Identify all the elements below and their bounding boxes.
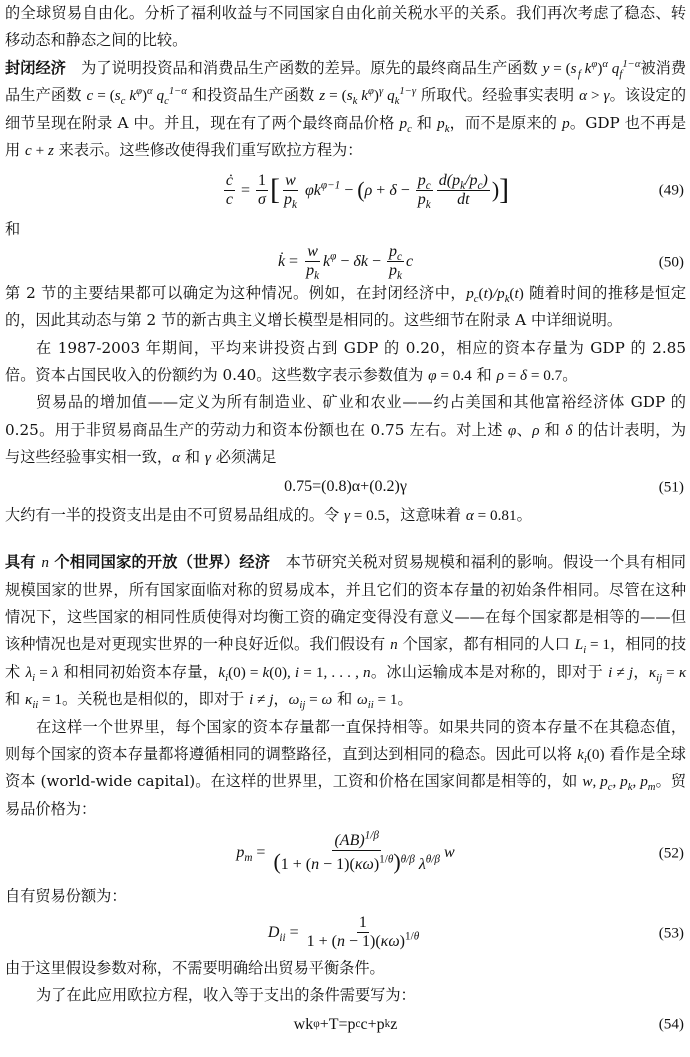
text-run: ，这意味着 xyxy=(385,505,466,524)
math-alpha-value: α = 0.81 xyxy=(465,506,517,524)
text-run: 必须满足 xyxy=(210,448,277,467)
equation-49 xyxy=(5,164,686,216)
text-run: 。 xyxy=(516,505,532,524)
text-run: ，相同的技术 xyxy=(5,635,687,681)
math-n: n xyxy=(390,636,398,654)
math-p: p xyxy=(562,114,570,132)
open-economy-heading: 具有 n 个相同国家的开放（世界）经济 xyxy=(5,553,271,572)
section-gap xyxy=(5,529,686,549)
equation-49-body: $\frac{ċ}{c}$ = $\frac{1}{\sigma}$ [ $\frac{w}{p_k}$ $\varphi k^{\varphi-1}$ − ( ρ + δ − $\frac{p_c}{p_k}$ $\frac{d(p_k/p_c)}{dt}$ ) ] xyxy=(225,171,510,212)
text-run: 和 xyxy=(471,366,497,385)
math-y-production: y = (s $_f$ $k^\varphi)^\alpha$ $q_f^{1-\alpha}$ xyxy=(542,58,641,80)
math-rho: ρ xyxy=(532,421,540,439)
closed-economy-heading: 封闭经济 xyxy=(5,58,66,77)
math-omega-ii: $\omega_{ii} = 1$ xyxy=(357,691,398,712)
text-run: 贸易品的增加值——定义为所有制造业、矿业和农业——约占美国和其他富裕经济体 GDP 的 0.25。用于非贸易商品生产的劳动力和资本份额也在 0.75 左右。对上述 xyxy=(5,393,686,439)
calibration-paragraph xyxy=(5,335,686,390)
and-word: 和 xyxy=(5,220,21,239)
world-capital-paragraph xyxy=(5,714,686,824)
text-run: 的估计表明，为与这些经验事实相一致， xyxy=(5,420,687,467)
equation-54-body: wk φ + T = p c c + p k z xyxy=(293,1015,398,1033)
own-trade-share-line: 自有贸易份额为： xyxy=(5,887,127,906)
closed-economy-paragraph xyxy=(5,55,686,165)
math-pk: $p_k$ xyxy=(437,114,450,135)
math-kappa-ij: $\kappa_{ij} = \kappa$ xyxy=(648,663,687,684)
equation-number-52: (52) xyxy=(658,844,684,862)
math-prices: w, $p_c$, $p_k$, $p_m$ xyxy=(582,773,656,794)
text-run: 和 xyxy=(539,420,566,439)
euler-line: 为了在此应用欧拉方程，收入等于支出的条件需要写为： xyxy=(36,985,416,1004)
text-run: 和相同初始资本存量， xyxy=(58,662,219,681)
text-run: 随着时间的推移是恒定的，因此其动态与第 2 节的新古典主义增长模型是相同的。这些细节在附录 A 中详细说明。 xyxy=(5,283,687,330)
equation-51 xyxy=(5,472,686,502)
text-run: 来表示。这些修改使得我们重写欧拉方程为： xyxy=(53,141,363,160)
math-price-ratio: $p_c(t)/p_k(t)$ xyxy=(466,284,524,305)
text-run: 被消费品生产函数 xyxy=(5,58,687,105)
equation-54 xyxy=(5,1009,686,1039)
text-run: 。关税也是相似的，即对于 xyxy=(61,690,250,709)
equation-52 xyxy=(5,823,686,883)
equation-50-body: k̇ = $\frac{w}{p_k}$ $k^\varphi$ − δk − $\frac{p_c}{p_k}$ c xyxy=(277,242,414,283)
equation-number-49: (49) xyxy=(658,181,684,199)
text-run: 为了说明投资品和消费品生产函数的差异。原先的最终商品生产函数 xyxy=(65,58,543,77)
equation-51-body: 0 . 7 5 = ( 0 . 8 ) α + ( 0 . 2 ) γ xyxy=(284,477,407,495)
investment-paragraph xyxy=(5,502,686,529)
text-run: 。 xyxy=(562,366,578,385)
text-run: 个国家，都有相同的人口 xyxy=(397,635,575,654)
intro-paragraph: 的全球贸易自由化。分析了福利收益与不同国家自由化前关税水平的关系。我们再次考虑了稳态、转移动态和静态之间的比较。 xyxy=(5,4,686,50)
math-i-ne-j: i ≠ j xyxy=(608,663,634,681)
math-phi: φ xyxy=(507,421,517,439)
text-run: 、 xyxy=(516,420,533,439)
text-run: ，而不是原来的 xyxy=(449,113,563,132)
traded-goods-paragraph xyxy=(5,389,686,471)
math-population: $L_i = 1$ xyxy=(574,636,610,657)
math-z-production: $z = (s_k$ $k^\varphi)^\gamma$ $q_k^{1-\gamma}$ xyxy=(319,86,417,108)
math-technology: $\lambda_i = \lambda$ xyxy=(25,663,59,684)
math-delta: δ xyxy=(565,421,573,439)
math-phi-value: φ = 0.4 xyxy=(428,367,472,385)
math-omega-ij: $\omega_{ij} = \omega$ xyxy=(288,691,333,712)
equation-52-body: $p_m$ = $\frac{(AB)^{1/\beta}}{(1 + (n - 1)(\kappa\omega)^{1/\theta})^{\theta/\beta} \lambda^{\theta/\beta}}$ w xyxy=(236,829,455,875)
text-run: 和 xyxy=(411,113,438,132)
text-run: 第 2 节的主要结果都可以确定为这种情况。例如，在封闭经济中， xyxy=(5,283,467,302)
text-run: 所取代。经验事实表明 xyxy=(416,86,580,105)
text-run: 大约有一半的投资支出是由不可贸易品组成的。令 xyxy=(5,505,344,524)
equation-number-50: (50) xyxy=(658,253,684,271)
text-run: 看作是全球资本 (world-wide capital)。在这样的世界里，工资和价格在国家间都是相等的，如 xyxy=(5,744,686,791)
open-economy-paragraph xyxy=(5,549,686,713)
math-i-ne-j-2: i ≠ j xyxy=(249,691,274,709)
equation-number-51: (51) xyxy=(658,477,684,495)
math-alpha-gt-gamma: α > γ xyxy=(579,87,610,105)
math-rho-delta-value: ρ = δ = 0.7 xyxy=(496,367,563,385)
text-run: 。该设定的细节呈现在附录 A 中。并且，现在有了两个最终商品价格 xyxy=(5,86,687,132)
text-run: 和 xyxy=(332,690,358,709)
math-alpha: α xyxy=(172,449,181,467)
text-run: 本节研究关税对贸易规模和福利的影响。假设一个具有相同规模国家的世界，所有国家面临对称的贸易成本，并且它们的资本存量的初始条件相同。尽管在这种情况下，这些国家的相同性质使得对均衡工资的确定变得没有意义——在每个国家都是相等的——但该种情况也是对更现实世界的一种良好近似。我们假设有 xyxy=(5,553,686,654)
equation-53 xyxy=(5,911,686,955)
text-run: 。贸易品价格为： xyxy=(5,772,687,818)
math-pc: $p_c$ xyxy=(399,114,412,135)
text-run: 在 1987-2003 年期间，平均来讲投资占到 GDP 的 0.20，相应的资本存量为 GDP 的 2.85 倍。资本占国民收入的份额约为 0.40。这些数字表示参数值为 xyxy=(5,338,686,385)
equation-number-54: (54) xyxy=(658,1015,684,1033)
math-initial-capital: $k_i(0) = k(0)$, i = 1, . . . , n xyxy=(218,663,371,684)
text-run: 。冰山运输成本是对称的，即对于 xyxy=(370,662,609,681)
text-run: 。GDP 也不再是用 xyxy=(5,113,687,160)
text-run: 。 xyxy=(397,690,413,709)
equation-number-53: (53) xyxy=(658,923,684,941)
text-run: 和投资品生产函数 xyxy=(186,86,320,105)
math-gamma: γ xyxy=(204,449,211,467)
math-gamma-value: γ = 0.5 xyxy=(343,506,386,524)
symmetry-line: 由于这里假设参数对称，不需要明确给出贸易平衡条件。 xyxy=(5,958,385,977)
text-run: 在这样一个世界里，每个国家的资本存量都一直保持相等。如果共同的资本存量不在其稳态值，则每个国家的资本存量都将遵循相同的调整路径，直到达到相同的稳态。因此可以将 xyxy=(5,717,686,763)
text-run: ， xyxy=(273,690,289,709)
math-ki0: $k_i(0)$ xyxy=(577,745,605,766)
section2-paragraph xyxy=(5,280,686,335)
text-run: ， xyxy=(633,662,649,681)
math-c-production: $c = (s_c$ $k^\varphi)^\alpha$ $q_c^{1-\alpha}$ xyxy=(86,86,187,108)
math-c-plus-z: c + z xyxy=(25,142,54,160)
text-run: 和 xyxy=(180,448,205,467)
math-kappa-ii: $\kappa_{ii} = 1$ xyxy=(25,691,62,712)
text-run: 和 xyxy=(5,690,26,709)
equation-50 xyxy=(5,242,686,283)
equation-53-body: $D_{ii}$ = $\frac{1}{1 + (n - 1)(\kappa\omega)^{1/\theta}}$ xyxy=(267,913,420,951)
